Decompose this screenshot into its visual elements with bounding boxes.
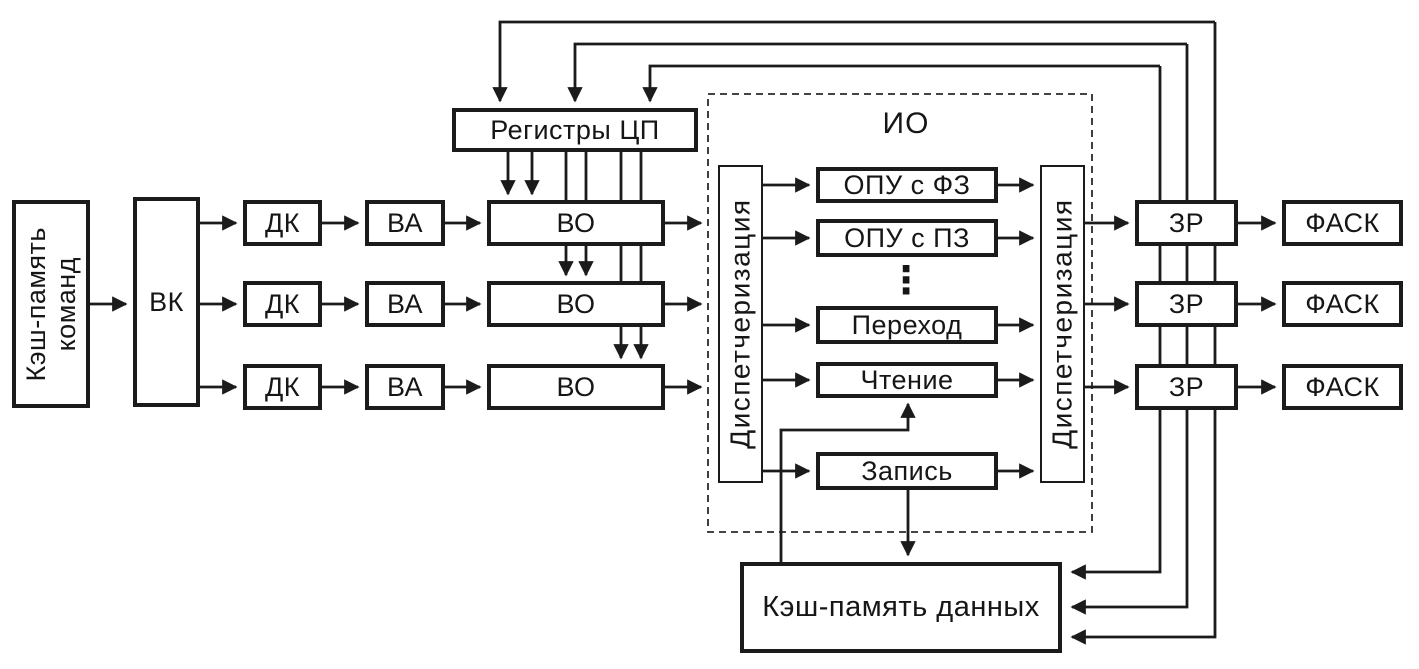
vo-box-row1 bbox=[487, 200, 665, 246]
dispatch-left-box bbox=[718, 165, 763, 483]
dk-box-row2 bbox=[243, 281, 322, 327]
cpu-registers-box bbox=[452, 108, 698, 152]
va-box-row3 bbox=[365, 364, 445, 410]
fask-label: ФАСК bbox=[1305, 207, 1380, 238]
units-ellipsis: ⋮ bbox=[887, 260, 925, 302]
instruction-cache-box bbox=[12, 200, 90, 408]
unit-fixed-point-box bbox=[816, 167, 998, 203]
fask-box-row1 bbox=[1282, 200, 1403, 246]
dk-box-row3 bbox=[243, 364, 322, 410]
vo-box-row2 bbox=[487, 281, 665, 327]
va-label: ВА bbox=[386, 371, 424, 402]
dk-label: ДК bbox=[264, 288, 300, 319]
instruction-cache-label: Кэш-память команд bbox=[20, 226, 82, 382]
data-cache-box bbox=[740, 562, 1062, 653]
vk-label: ВК bbox=[149, 286, 184, 317]
fask-label: ФАСК bbox=[1305, 371, 1380, 402]
io-group-label: ИО bbox=[882, 107, 930, 140]
unit-branch-label: Переход bbox=[851, 309, 963, 340]
unit-fixed-point-label: ОПУ с ФЗ bbox=[843, 169, 971, 200]
va-box-row2 bbox=[365, 281, 445, 327]
unit-floating-point-label: ОПУ с ПЗ bbox=[844, 222, 970, 253]
zr-label: ЗР bbox=[1168, 371, 1205, 402]
unit-write-box bbox=[816, 452, 998, 490]
dispatch-right-label: Диспетчеризация bbox=[1046, 198, 1078, 450]
zr-box-row3 bbox=[1135, 364, 1238, 410]
zr-label: ЗР bbox=[1168, 288, 1205, 319]
vo-label: ВО bbox=[556, 207, 596, 238]
cpu-registers-label: Регистры ЦП bbox=[490, 114, 660, 145]
fask-box-row2 bbox=[1282, 281, 1403, 327]
va-box-row1 bbox=[365, 200, 445, 246]
vo-box-row3 bbox=[487, 364, 665, 410]
zr-label: ЗР bbox=[1168, 207, 1205, 238]
vk-fetch-box bbox=[133, 197, 200, 407]
vo-label: ВО bbox=[556, 371, 596, 402]
unit-write-label: Запись bbox=[861, 455, 953, 486]
dk-label: ДК bbox=[264, 207, 300, 238]
fask-label: ФАСК bbox=[1305, 288, 1380, 319]
unit-read-label: Чтение bbox=[860, 364, 954, 395]
vo-label: ВО bbox=[556, 288, 596, 319]
dispatch-right-box bbox=[1040, 165, 1085, 483]
zr-box-row1 bbox=[1135, 200, 1238, 246]
dk-label: ДК bbox=[264, 371, 300, 402]
va-label: ВА bbox=[386, 288, 424, 319]
data-cache-label: Кэш-память данных bbox=[762, 591, 1040, 623]
unit-branch-box bbox=[816, 306, 998, 344]
unit-read-box bbox=[816, 362, 998, 398]
fask-box-row3 bbox=[1282, 364, 1403, 410]
zr-box-row2 bbox=[1135, 281, 1238, 327]
va-label: ВА bbox=[386, 207, 424, 238]
unit-floating-point-box bbox=[816, 219, 998, 257]
dk-box-row1 bbox=[243, 200, 322, 246]
dispatch-left-label: Диспетчеризация bbox=[724, 198, 756, 450]
